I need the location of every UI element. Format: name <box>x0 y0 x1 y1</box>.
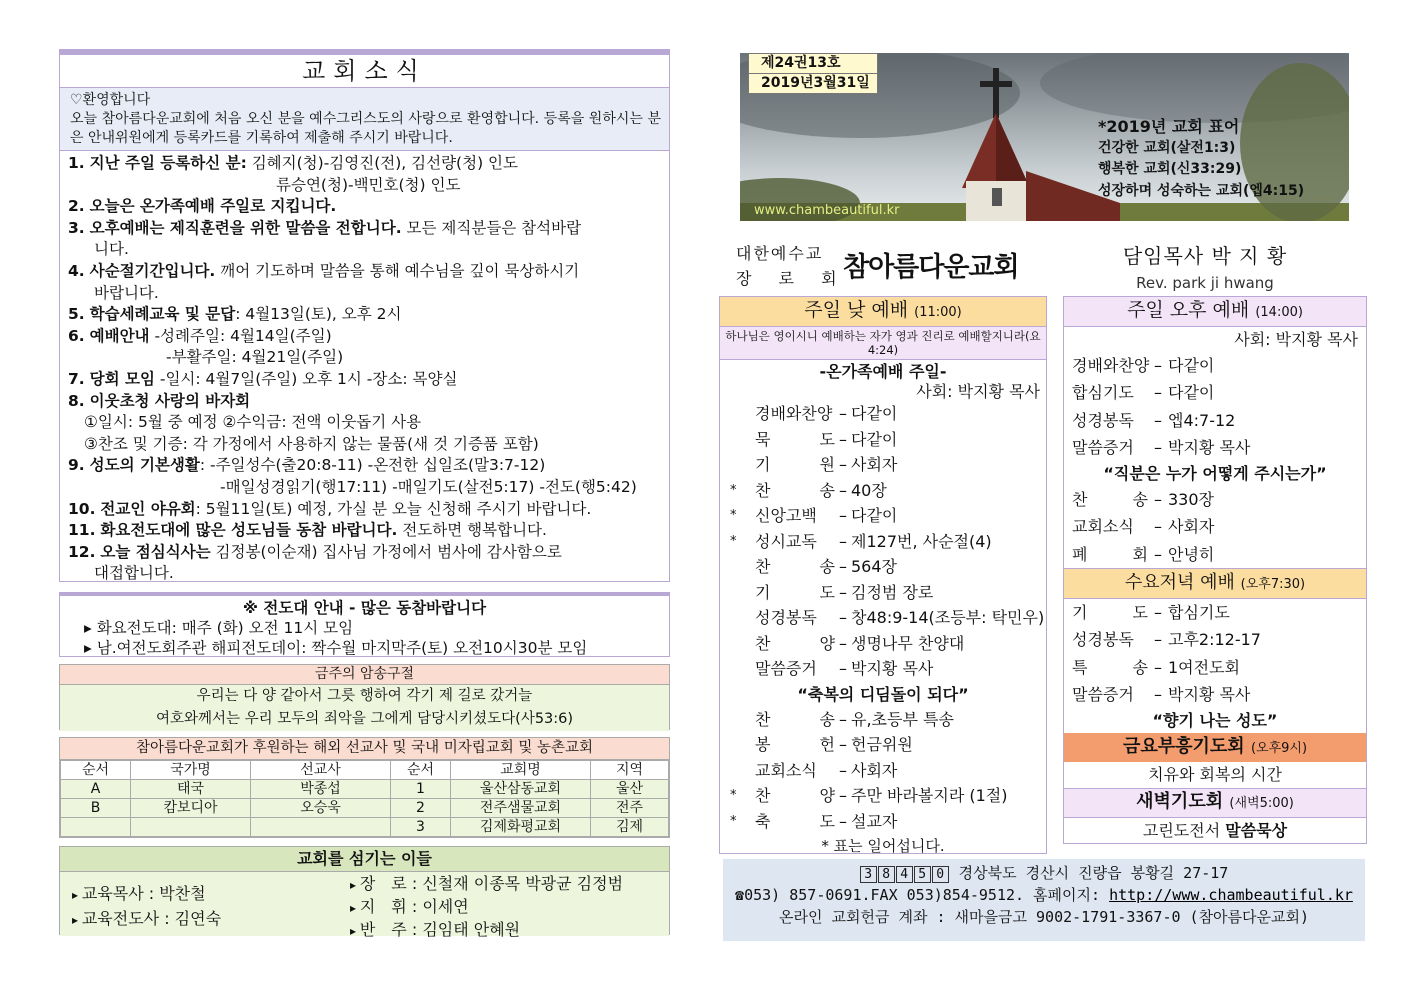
mission-cell: 태국 <box>131 780 251 799</box>
order-value: 다같이 <box>851 429 898 449</box>
wednesday-time: (오후7:30) <box>1240 577 1306 593</box>
news-item-text: : -주일성수(출20:8-11) -온전한 십일조(말3:7-12) <box>199 456 546 475</box>
order-row <box>720 478 1046 504</box>
morning-order-list-2 <box>720 707 1046 835</box>
news-item-heading: 예배안내 <box>89 326 150 345</box>
news-item-text: 김정봉(이순재) 집사님 가정에서 범사에 감사함으로 <box>210 542 562 561</box>
friday-prayer-title <box>1064 733 1366 762</box>
morning-order-list <box>720 401 1046 682</box>
evangelism-title: ※ 전도대 안내 - 많은 동참바랍니다 <box>242 599 487 617</box>
order-value: 고후2:12-17 <box>1168 630 1261 650</box>
order-label: 특 송 <box>1072 657 1148 677</box>
wednesday-sermon-title: “향기 나는 성도” <box>1152 711 1278 731</box>
mission-cell: 3 <box>391 818 451 837</box>
news-item-text: : 5월11일(토) 예정, 가실 분 오늘 신청해 주시기 바랍니다. <box>195 499 592 518</box>
mission-table-header <box>61 761 669 780</box>
address-line <box>723 862 1365 884</box>
order-label: 성경봉독 <box>1072 410 1134 430</box>
order-row <box>720 631 1046 657</box>
wednesday-order-list <box>1064 599 1366 708</box>
order-dash: – <box>1154 490 1162 510</box>
news-item-heading: 전교인 야유회 <box>100 499 196 518</box>
order-row <box>720 529 1046 555</box>
news-item <box>68 153 661 175</box>
news-item-heading: 이웃초청 사랑의 바자회 <box>89 391 251 410</box>
mission-header-cell: 순서 <box>61 761 131 780</box>
order-label: 축 도 <box>755 811 835 831</box>
postal-digit: 4 <box>896 866 913 883</box>
mission-cell: 박종섭 <box>251 780 391 799</box>
postal-digit: 0 <box>932 866 949 883</box>
postal-digit: 3 <box>860 866 877 883</box>
order-label: 기 도 <box>755 582 835 602</box>
order-row <box>1064 654 1366 681</box>
mission-header-cell: 교회명 <box>451 761 591 780</box>
order-label: 찬 송 <box>755 480 835 500</box>
news-item-number: 9. <box>68 456 85 475</box>
order-row <box>720 783 1046 809</box>
order-dash: – <box>1154 356 1162 375</box>
church-news-title: 교회소식 <box>60 55 669 88</box>
mission-cell: 캄보디아 <box>131 799 251 818</box>
order-dash: – <box>1154 684 1162 704</box>
order-label: 말씀증거 <box>1072 437 1134 457</box>
news-item-continued: -부활주일: 4월21일(주일) <box>166 348 344 367</box>
church-news-box <box>59 49 670 582</box>
mission-table <box>60 760 669 837</box>
order-row <box>1064 407 1366 434</box>
order-row <box>1064 434 1366 461</box>
order-value: 제127번, 사순절(4) <box>851 531 992 551</box>
news-item <box>68 520 661 542</box>
pastor-name-en: Rev. park ji hwang <box>1136 274 1274 292</box>
news-item-continued: 대접합니다. <box>94 564 174 583</box>
news-item-heading: 오후예배는 제직훈련을 위한 말씀을 전합니다. <box>89 218 402 237</box>
welcome-section <box>60 88 669 151</box>
order-dash: – <box>1154 544 1162 564</box>
standing-note: * 표는 일어섭니다. <box>821 837 945 855</box>
order-dash: – <box>839 480 847 500</box>
pastor-name-ko: 담임목사 박 지 황 <box>1122 244 1288 268</box>
order-row <box>720 580 1046 606</box>
news-item-text: -성례주일: 4월14일(주일) <box>149 326 332 345</box>
mission-cell: A <box>61 780 131 799</box>
order-row <box>720 732 1046 758</box>
news-item <box>68 391 661 413</box>
mission-header-cell: 국가명 <box>131 761 251 780</box>
memory-verse-line: 여호와께서는 우리 모두의 죄악을 그에게 담당시키셨도다(사53:6) <box>155 711 574 727</box>
order-value: 주만 바라볼지라 (1절) <box>851 786 1008 805</box>
order-dash: – <box>1154 630 1162 650</box>
order-value: 다같이 <box>1168 383 1215 403</box>
order-row <box>1064 541 1366 568</box>
news-item-heading: 사순절기간입니다. <box>89 261 216 280</box>
servants-title: 교회를 섬기는 이들 <box>60 847 669 872</box>
table-row <box>61 818 669 837</box>
order-value: 박지황 목사 <box>851 659 934 678</box>
order-dash: – <box>1154 383 1162 403</box>
news-item-continued: 바랍니다. <box>94 283 159 302</box>
order-value: 다같이 <box>851 506 898 525</box>
mission-cell: B <box>61 799 131 818</box>
order-label: 말씀증거 <box>755 659 817 678</box>
order-label: 찬 송 <box>755 557 835 576</box>
postal-digit: 8 <box>878 866 895 883</box>
order-label: 신앙고백 <box>755 506 817 525</box>
news-item-number: 1. <box>68 154 85 172</box>
servant-entry: ▸ 지 휘 : 이세연 <box>350 896 623 919</box>
mission-cell: 전주샘물교회 <box>451 799 591 818</box>
order-value: 박지황 목사 <box>1168 437 1251 457</box>
order-dash: – <box>1154 410 1162 430</box>
afternoon-order-list <box>1064 352 1366 461</box>
afternoon-services <box>1063 296 1367 844</box>
order-label: 성경봉독 <box>755 608 817 627</box>
news-item-heading: 오늘은 온가족예배 주일로 지킵니다. <box>89 197 337 216</box>
phone-line <box>723 884 1365 906</box>
afternoon-sermon-title: “직분은 누가 어떻게 주시는가” <box>1103 464 1327 484</box>
order-dash: – <box>839 811 847 831</box>
welcome-body: 오늘 참아름다운교회에 처음 오신 분을 예수그리스도의 사랑으로 환영합니다. 등록을 원하시는 분은 안내위원에게 등록카드를 기록하여 제출해 주시기 바랍니다. <box>70 111 661 146</box>
worship-verse: 하나님은 영이시니 예배하는 자가 영과 진리로 예배할지니라(요4:24) <box>720 326 1046 360</box>
order-label: 합심기도 <box>1072 383 1134 403</box>
service-host: 사회: 박지황 목사 <box>916 382 1040 401</box>
order-label: 묵 도 <box>755 429 835 449</box>
news-item-text: -일시: 4월7일(주일) 오후 1시 -장소: 목양실 <box>154 369 458 388</box>
order-dash: – <box>839 557 847 576</box>
denomination <box>736 241 848 291</box>
account-line: 온라인 교회헌금 계좌 : 새마을금고 9002-1791-3367-0 (참아름다운교회) <box>778 908 1310 926</box>
order-row <box>720 656 1046 682</box>
news-item-number: 8. <box>68 391 85 410</box>
church-name: 참아름다운교회 <box>843 252 1019 283</box>
evangelism-box <box>59 592 670 657</box>
order-value: 헌금위원 <box>851 735 913 754</box>
order-label: 찬 양 <box>755 633 835 653</box>
order-dash: – <box>1154 603 1162 623</box>
news-item <box>68 218 661 240</box>
dawn-desc-bold: 말씀묵상 <box>1225 821 1288 841</box>
order-row <box>1064 599 1366 626</box>
standing-mark: * <box>730 813 737 829</box>
standing-mark: * <box>730 508 737 523</box>
order-row <box>1064 352 1366 379</box>
news-item-heading: 오늘 점심식사는 <box>100 542 211 561</box>
news-item-number: 4. <box>68 261 85 280</box>
order-dash: – <box>839 455 847 474</box>
order-dash: – <box>1154 437 1162 457</box>
news-item-heading: 학습세례교육 및 문답 <box>89 305 236 324</box>
order-label: 경배와찬양 <box>755 404 833 423</box>
news-item <box>68 326 661 348</box>
mission-cell: 김제 <box>591 818 669 837</box>
phone-text: ☎053) 857-0691.FAX 053)854-9512. 홈페이지: <box>735 886 1110 904</box>
afternoon-title-text: 주일 오후 예배 <box>1127 299 1250 321</box>
order-label: 찬 송 <box>755 709 835 729</box>
order-label: 교회소식 <box>755 760 817 780</box>
order-value: 1여전도회 <box>1168 657 1241 677</box>
news-item-text: 모든 제직분들은 참석바랍 <box>401 218 582 237</box>
order-value: 설교자 <box>851 811 898 831</box>
church-contact-footer <box>723 859 1365 941</box>
dawn-prayer-desc <box>1064 818 1366 844</box>
news-item-text: 전도하면 행복합니다. <box>397 521 547 540</box>
mission-cell: 전주 <box>591 799 669 818</box>
order-value: 엡4:7-12 <box>1168 410 1236 430</box>
order-label: 찬 송 <box>1072 490 1148 510</box>
morning-title-text: 주일 낮 예배 <box>804 299 909 321</box>
order-row <box>720 452 1046 478</box>
news-item-number: 12. <box>68 542 96 561</box>
order-row <box>720 503 1046 529</box>
news-item-text: : 4월13일(토), 오후 2시 <box>235 305 402 324</box>
service-subtitle: -온가족예배 주일- <box>819 362 947 381</box>
mission-cell: 2 <box>391 799 451 818</box>
mission-cell <box>251 818 391 837</box>
friday-prayer-desc: 치유와 회복의 시간 <box>1148 765 1282 785</box>
morning-time: (11:00) <box>914 305 962 320</box>
standing-mark: * <box>730 533 737 549</box>
news-item-number: 7. <box>68 369 85 388</box>
news-item-continued: 니다. <box>94 240 129 259</box>
order-value: 40장 <box>851 480 887 500</box>
order-label: 기 도 <box>1072 603 1148 623</box>
order-dash: – <box>839 760 847 780</box>
news-item-number: 2. <box>68 197 85 216</box>
servant-entry: ▸ 장 로 : 신철재 이종목 박광균 김정범 <box>350 873 623 896</box>
order-value: 합심기도 <box>1168 603 1230 623</box>
order-row <box>720 605 1046 631</box>
memory-verse-box <box>59 664 670 730</box>
evangelism-row: ▸ 남.여전도회주관 해피전도데이: 짝수월 마지막주(토) 오전10시30분 모임 <box>84 638 669 658</box>
order-value: 박지황 목사 <box>1168 684 1251 704</box>
postal-digit: 5 <box>914 866 931 883</box>
welcome-title: ♡환영합니다 <box>70 92 151 108</box>
memory-verse-title: 금주의 암송구절 <box>60 665 669 685</box>
order-label: 성경봉독 <box>1072 630 1134 650</box>
homepage-link[interactable]: http://www.chambeautiful.kr <box>1109 886 1353 904</box>
news-item-number: 6. <box>68 326 85 345</box>
order-dash: – <box>839 531 847 551</box>
mission-header-cell: 순서 <box>391 761 451 780</box>
news-item-continued: -매일성경읽기(행17:11) -매일기도(살전5:17) -전도(행5:42) <box>220 477 637 496</box>
issue-label <box>748 53 878 94</box>
dawn-title-text: 새벽기도회 <box>1136 791 1224 813</box>
order-dash: – <box>839 633 847 653</box>
order-value: 다같이 <box>1168 356 1215 375</box>
issue-number: 제24권13호 <box>761 55 841 71</box>
mission-header-cell: 선교사 <box>251 761 391 780</box>
standing-mark: * <box>730 482 737 498</box>
mission-cell: 1 <box>391 780 451 799</box>
mission-cell: 김제화평교회 <box>451 818 591 837</box>
order-row <box>720 427 1046 453</box>
order-label: 교회소식 <box>1072 517 1134 537</box>
order-label: 찬 양 <box>755 786 835 805</box>
table-row <box>61 780 669 799</box>
memory-verse-line: 우리는 다 양 같아서 그릇 행하여 각기 제 길로 갔거늘 <box>196 688 533 704</box>
servant-entry: ▸ 교육목사 : 박찬철 <box>72 882 221 907</box>
order-value: 330장 <box>1168 490 1214 510</box>
order-row <box>720 401 1046 427</box>
news-item <box>68 304 661 326</box>
order-dash: – <box>839 608 847 627</box>
order-dash: – <box>839 582 847 602</box>
banner-website: www.chambeautiful.kr <box>754 203 900 218</box>
afternoon-time: (14:00) <box>1255 305 1303 320</box>
sunday-morning-service <box>719 296 1047 854</box>
news-item-continued: ①일시: 5월 중 예정 ②수익금: 전액 이웃돕기 사용 <box>84 413 422 432</box>
news-item-text: 깨어 기도하며 말씀을 통해 예수님을 깊이 묵상하시기 <box>215 261 580 280</box>
mission-support-title: 참아름다운교회가 후원하는 해외 선교사 및 국내 미자립교회 및 농촌교회 <box>60 738 669 760</box>
order-value: 564장 <box>851 557 897 576</box>
order-dash: – <box>1154 517 1162 537</box>
postal-code <box>860 864 950 882</box>
order-label: 폐 회 <box>1072 544 1148 564</box>
order-value: 유,초등부 특송 <box>851 709 954 729</box>
servants-box <box>59 846 670 939</box>
mission-cell <box>61 818 131 837</box>
morning-sermon-title: “축복의 디딤돌이 되다” <box>797 684 969 704</box>
motto-title: *2019년 교회 표어 <box>1098 117 1240 136</box>
order-row <box>1064 681 1366 708</box>
order-dash: – <box>839 735 847 754</box>
news-item-heading: 성도의 기본생활 <box>89 456 200 475</box>
friday-title-text: 금요부흥기도회 <box>1122 736 1245 758</box>
denomination-line: 장 로 회 <box>736 269 848 288</box>
mission-support-box <box>59 737 670 838</box>
mission-header-cell: 지역 <box>591 761 669 780</box>
order-dash: – <box>839 659 847 678</box>
order-label: 성시교독 <box>755 531 817 551</box>
news-item-number: 11. <box>68 521 96 540</box>
afternoon-host: 사회: 박지황 목사 <box>1234 330 1358 349</box>
order-value: 사회자 <box>1168 517 1215 537</box>
church-motto <box>1098 116 1304 202</box>
mission-cell <box>131 818 251 837</box>
order-value: 김정범 장로 <box>851 582 934 602</box>
order-dash: – <box>839 709 847 729</box>
dawn-time: (새벽5:00) <box>1229 796 1294 812</box>
wednesday-service-title <box>1064 568 1366 599</box>
order-dash: – <box>839 506 847 525</box>
order-row <box>1064 626 1366 653</box>
news-item-continued: ③찬조 및 기증: 각 가정에서 사용하지 않는 물품(새 것 기증품 포함) <box>84 434 539 453</box>
motto-line: 건강한 교회(살전1:3) <box>1098 139 1236 156</box>
news-item-text: 김혜지(청)-김영진(전), 김선량(청) 인도 <box>246 154 518 172</box>
friday-time: (오후9시) <box>1250 741 1308 757</box>
standing-mark: * <box>730 788 737 803</box>
order-dash: – <box>839 786 847 805</box>
order-label: 봉 헌 <box>755 735 835 754</box>
order-dash: – <box>839 429 847 449</box>
order-row <box>1064 379 1366 406</box>
pastor-info <box>1105 240 1305 292</box>
news-item-heading: 화요전도대에 많은 성도님들 동참 바랍니다. <box>100 521 398 540</box>
morning-service-title <box>720 297 1046 326</box>
order-row <box>720 758 1046 784</box>
news-item <box>68 196 661 218</box>
address-text: 경상북도 경산시 진량읍 봉황길 27-17 <box>949 864 1229 882</box>
news-item-heading: 당회 모임 <box>89 369 155 388</box>
news-item-continued: 류승연(청)-백민호(청) 인도 <box>276 175 461 194</box>
order-value: 다같이 <box>851 404 898 423</box>
news-item-number: 3. <box>68 218 85 237</box>
wednesday-title-text: 수요저녁 예배 <box>1124 572 1235 594</box>
mission-cell: 울산삼동교회 <box>451 780 591 799</box>
order-row <box>1064 513 1366 540</box>
news-item <box>68 542 661 564</box>
order-label: 경배와찬양 <box>1072 356 1150 375</box>
motto-line: 성장하며 성숙하는 교회(엡4:15) <box>1098 182 1305 199</box>
order-value: 창48:9-14(조등부: 탁민우) <box>851 608 1045 627</box>
issue-date: 2019년3월31일 <box>749 73 877 93</box>
denomination-line: 대한예수교 <box>736 244 824 263</box>
order-value: 사회자 <box>851 760 898 780</box>
table-row <box>61 799 669 818</box>
order-row <box>720 554 1046 580</box>
order-dash: – <box>1154 657 1162 677</box>
order-row <box>720 707 1046 733</box>
servant-entry: ▸ 반 주 : 김임태 안혜원 <box>350 919 623 942</box>
order-value: 사회자 <box>851 455 898 474</box>
servant-entry: ▸ 교육전도사 : 김연숙 <box>72 907 221 932</box>
news-item-number: 5. <box>68 305 85 324</box>
order-label: 말씀증거 <box>1072 684 1134 704</box>
order-label: 기 원 <box>755 455 835 474</box>
evangelism-row: ▸ 화요전도대: 매주 (화) 오전 11시 모임 <box>84 618 669 638</box>
order-row <box>720 809 1046 835</box>
news-item <box>68 455 661 477</box>
mission-cell: 울산 <box>591 780 669 799</box>
order-value: 생명나무 찬양대 <box>851 633 965 653</box>
news-item-number: 10. <box>68 499 96 518</box>
news-item-heading: 지난 주일 등록하신 분: <box>89 154 247 172</box>
order-value: 안녕히 <box>1168 544 1215 564</box>
news-item <box>68 369 661 391</box>
news-item <box>68 499 661 521</box>
news-list <box>60 151 669 585</box>
motto-line: 행복한 교회(신33:29) <box>1098 161 1242 177</box>
news-item <box>68 261 661 283</box>
afternoon-service-title <box>1064 297 1366 327</box>
dawn-desc-text: 고린도전서 <box>1142 821 1226 841</box>
mission-cell: 오승욱 <box>251 799 391 818</box>
order-row <box>1064 486 1366 513</box>
afternoon-order-list-2 <box>1064 486 1366 568</box>
dawn-prayer-title <box>1064 788 1366 818</box>
order-dash: – <box>839 404 847 423</box>
